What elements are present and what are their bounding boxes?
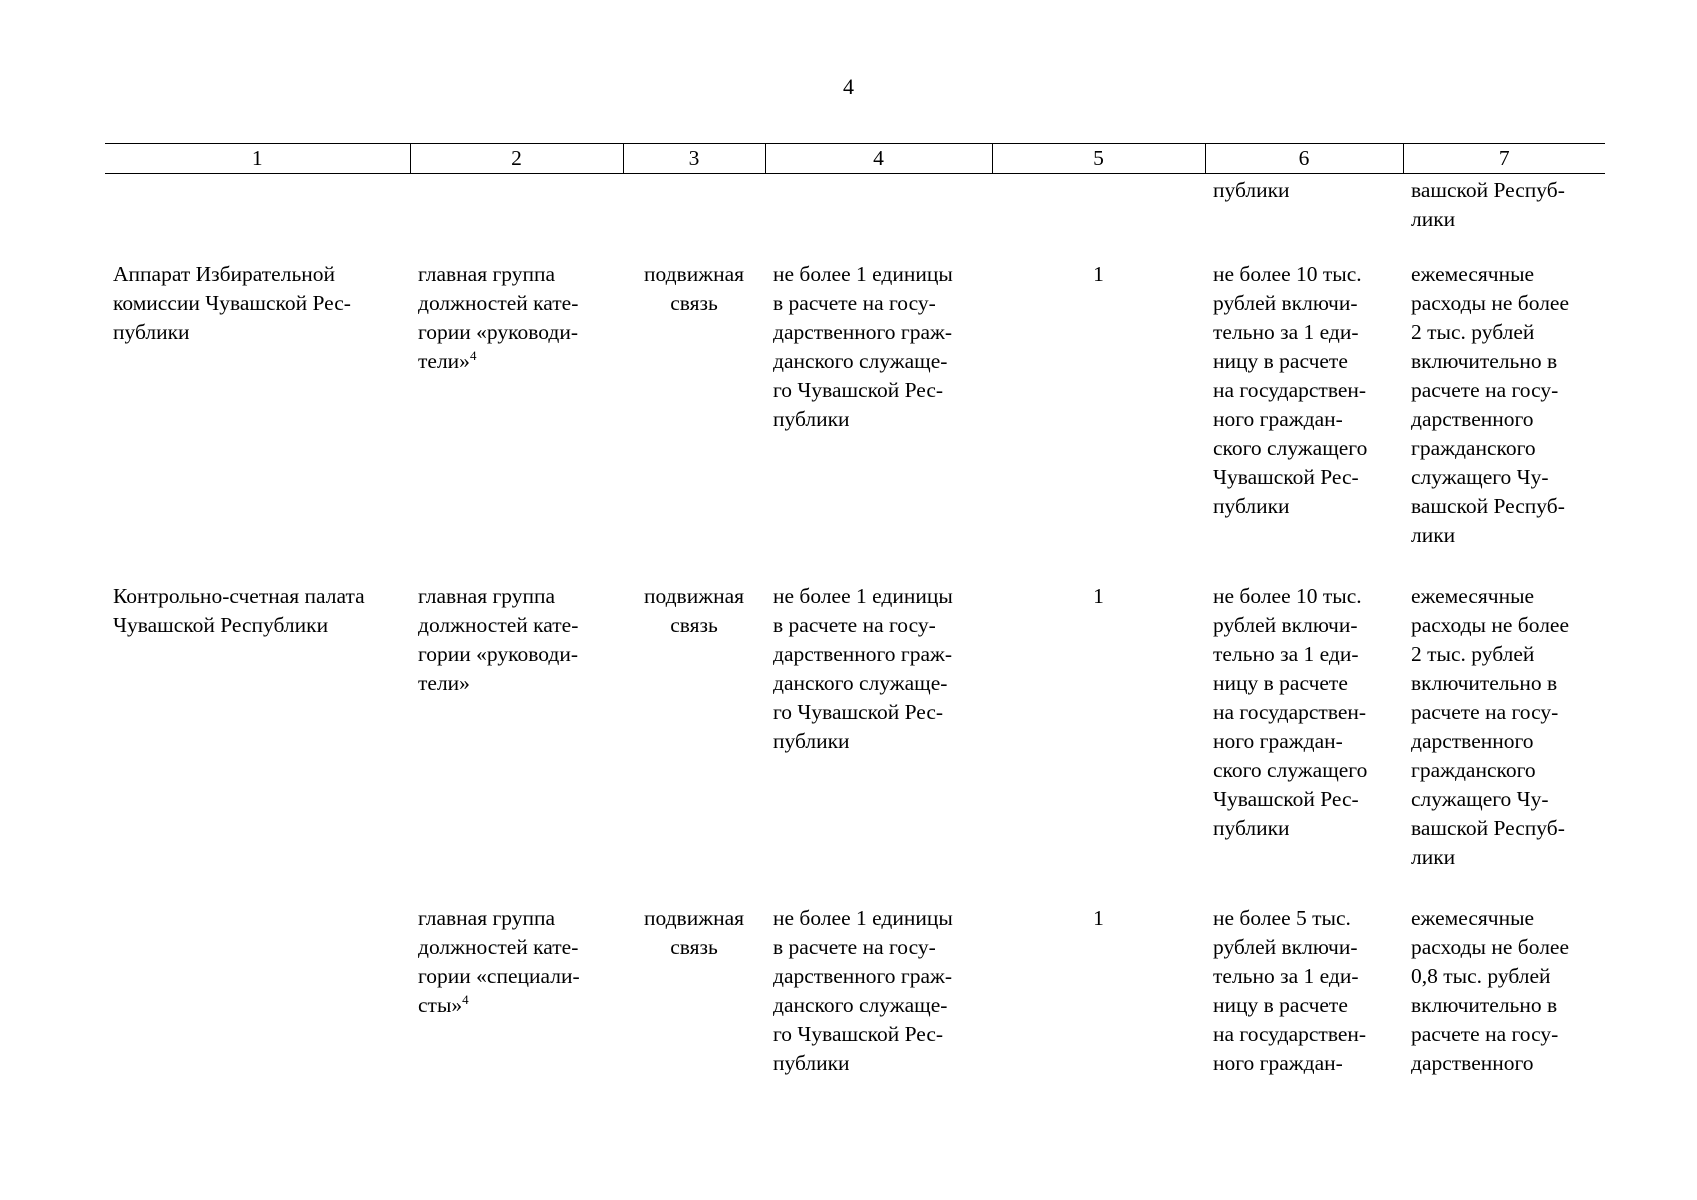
cell-text-line: связь [670,935,718,959]
cell-text-line: в расчете на госу- [773,613,936,637]
cell-text-line: не более 1 единицы [773,906,953,930]
cell-text-line: Чувашской Республики [113,613,329,637]
cell-text-line: расчете на госу- [1411,700,1559,724]
price-norm-cell [1205,904,1403,1078]
cell-text-line: публики [773,1051,850,1075]
price-norm-cell [1205,582,1403,904]
cell-text-line: ницу в расчете [1213,671,1348,695]
cont-cell-5 [992,174,1205,261]
column-header-2: 2 [410,144,623,174]
cell-text-line: вашской Респуб- [1411,178,1565,202]
cell-text-line: данского служаще- [773,349,948,373]
cell-text-line: данского служаще- [773,993,948,1017]
cell-text-line: публики [773,407,850,431]
footnote-marker: 4 [462,992,469,1007]
cell-text-line: тельно за 1 еди- [1213,320,1359,344]
cell-text-line: публики [1213,816,1290,840]
quantity-norm-cell [765,904,992,1078]
quantity-norm-cell [765,260,992,582]
cell-text-line: в расчете на госу- [773,291,936,315]
cell-text-line: служащего Чу- [1411,787,1549,811]
expenses-table [105,143,1605,1078]
cell-text-line: на государствен- [1213,1022,1367,1046]
cell-text-line: лики [1411,523,1456,547]
cell-text-line: дарственного [1411,407,1534,431]
communication-type-cell [623,904,765,1078]
position-group-cell [410,260,623,582]
cell-text-line: расходы не более [1411,291,1570,315]
cell-text-line: рублей включи- [1213,935,1358,959]
header-row [105,144,1605,174]
organization-cell [105,260,410,582]
cell-text-line: рублей включи- [1213,613,1358,637]
cell-text-line: ежемесячные [1411,584,1535,608]
continuation-row [105,174,1605,261]
cell-text-line: ежемесячные [1411,906,1535,930]
cell-text-line: го Чувашской Рес- [773,1022,944,1046]
cell-text-line: Чувашской Рес- [1213,787,1359,811]
cell-text-line: должностей кате- [418,935,579,959]
cell-text-line: подвижная [643,906,745,930]
communication-type-cell [623,260,765,582]
cell-text-line: в расчете на госу- [773,935,936,959]
cell-text-line: вашской Респуб- [1411,816,1565,840]
quantity-norm-cell [765,582,992,904]
cell-text-line: должностей кате- [418,613,579,637]
cell-text-line: комиссии Чувашской Рес- [113,291,351,315]
cell-text-line: ного граждан- [1213,407,1343,431]
cell-text-line: дарственного [1411,1051,1534,1075]
communication-type-cell [623,582,765,904]
cell-text-line: не более 5 тыс. [1213,906,1351,930]
cell-text-line: расчете на госу- [1411,378,1559,402]
monthly-expense-cell [1403,582,1605,904]
cell-text-line: связь [670,613,718,637]
cell-text-line: лики [1411,845,1456,869]
cell-text-line: не более 10 тыс. [1213,584,1362,608]
cell-text-line: го Чувашской Рес- [773,700,944,724]
cell-text-line: не более 1 единицы [773,262,953,286]
cell-text-line: Чувашской Рес- [1213,465,1359,489]
cont-cell-4 [765,174,992,261]
cell-text-line: подвижная [643,262,745,286]
cell-text-line: расходы не более [1411,613,1570,637]
cont-cell-2 [410,174,623,261]
table-row [105,904,1605,1078]
column-header-1: 1 [105,144,410,174]
cell-text-line: ного граждан- [1213,1051,1343,1075]
cell-text-line: 2 тыс. рублей [1411,320,1535,344]
monthly-expense-cell [1403,260,1605,582]
cell-text-line: тели»$^4$ [418,348,477,373]
cell-text-line: расчете на госу- [1411,1022,1559,1046]
cell-text-line: гражданского [1411,436,1536,460]
cell-text-line: гории «руководи- [418,320,578,344]
cell-text-line: расходы не более [1411,935,1570,959]
cell-text-line: 2 тыс. рублей [1411,642,1535,666]
cell-text-line: гражданского [1411,758,1536,782]
cell-text-line: гории «руководи- [418,642,578,666]
cell-text-line: ницу в расчете [1213,349,1348,373]
cont-cell-7 [1403,174,1605,261]
cell-text-line: ного граждан- [1213,729,1343,753]
cell-text-line: публики [773,729,850,753]
cell-text-line: дарственного граж- [773,964,953,988]
cell-text-line: включительно в [1411,349,1558,373]
cell-text-line: тели» [418,671,470,695]
cell-text-line: служащего Чу- [1411,465,1549,489]
table-row [105,582,1605,904]
organization-cell [105,904,410,1078]
cell-text-line: главная группа [418,584,556,608]
cont-cell-1 [105,174,410,261]
cell-text-line: должностей кате- [418,291,579,315]
cell-text-line: главная группа [418,262,556,286]
cell-text-line: на государствен- [1213,378,1367,402]
footnote-marker: 4 [469,348,477,363]
column-header-7: 7 [1403,144,1605,174]
cell-text-line: ежемесячные [1411,262,1535,286]
cont-cell-6 [1205,174,1403,261]
table-row [105,260,1605,582]
cell-text-line: дарственного [1411,729,1534,753]
cell-text-line: гории «специали- [418,964,580,988]
price-norm-cell [1205,260,1403,582]
column-header-3: 3 [623,144,765,174]
count-cell: 1 [1093,262,1104,286]
cell-text-line: рублей включи- [1213,291,1358,315]
column-header-5: 5 [992,144,1205,174]
cell-text-line: включительно в [1411,993,1558,1017]
cell-text-line: на государствен- [1213,700,1367,724]
cell-text-line: дарственного граж- [773,642,953,666]
cell-text-line: публики [1213,178,1290,202]
cont-cell-3 [623,174,765,261]
cell-text-line: ницу в расчете [1213,993,1348,1017]
cell-text-line: Контрольно-счетная палата [113,584,365,608]
position-group-cell [410,904,623,1078]
column-header-6: 6 [1205,144,1403,174]
cell-text-line: ского служащего [1213,758,1368,782]
cell-text-line: сты»$^4$ [418,992,469,1017]
cell-text-line: го Чувашской Рес- [773,378,944,402]
count-cell: 1 [1093,906,1104,930]
cell-text-line: тельно за 1 еди- [1213,964,1359,988]
cell-text-line: подвижная [643,584,745,608]
monthly-expense-cell [1403,904,1605,1078]
cell-text-line: публики [1213,494,1290,518]
cell-text-line: дарственного граж- [773,320,953,344]
cell-text-line: не более 10 тыс. [1213,262,1362,286]
cell-text-line: публики [113,320,190,344]
position-group-cell [410,582,623,904]
cell-text-line: данского служаще- [773,671,948,695]
organization-cell [105,582,410,904]
cell-text-line: вашской Респуб- [1411,494,1565,518]
column-header-4: 4 [765,144,992,174]
cell-text-line: главная группа [418,906,556,930]
cell-text-line: Аппарат Избирательной [113,262,336,286]
cell-text-line: не более 1 единицы [773,584,953,608]
cell-text-line: лики [1411,207,1456,231]
cell-text-line: включительно в [1411,671,1558,695]
cell-text-line: 0,8 тыс. рублей [1411,964,1551,988]
cell-text-line: тельно за 1 еди- [1213,642,1359,666]
cell-text-line: связь [670,291,718,315]
cell-text-line: ского служащего [1213,436,1368,460]
count-cell: 1 [1093,584,1104,608]
page-number: 4 [843,74,854,99]
